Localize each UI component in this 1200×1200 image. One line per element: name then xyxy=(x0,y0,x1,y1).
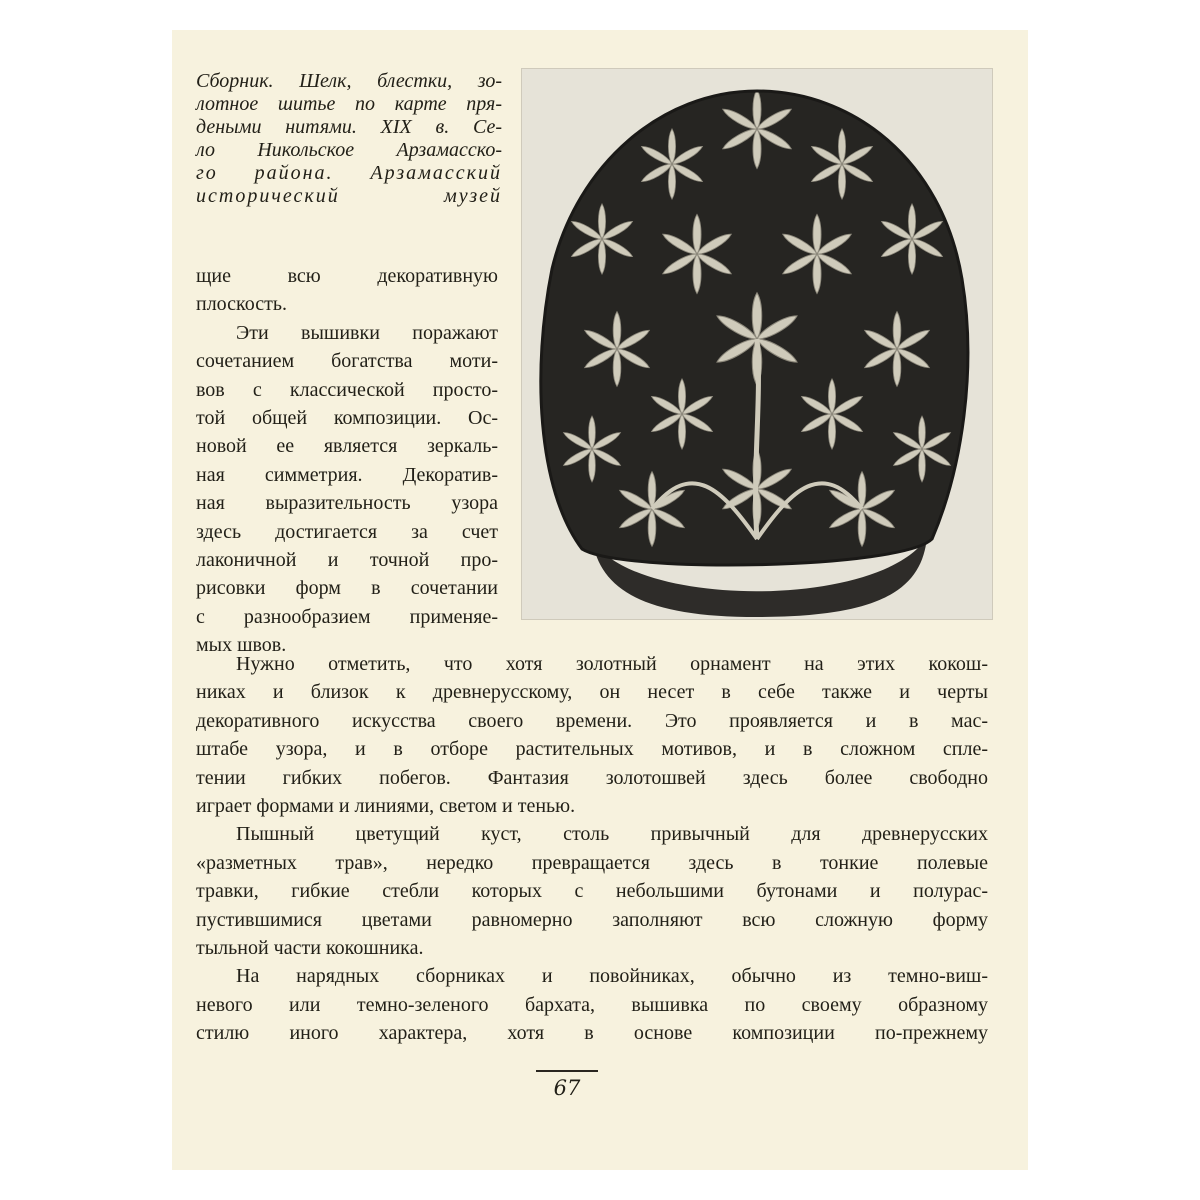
text-line: травки, гибкие стебли которых с небольшими бутонами и полурас- xyxy=(196,880,988,903)
text-line: щие всю декоративную xyxy=(196,265,498,287)
text-line: играет формами и линиями, светом и тенью. xyxy=(196,795,576,818)
caption-line: деными нитями. XIX в. Се- xyxy=(196,116,502,138)
text-line: сочетанием богатства моти- xyxy=(196,350,498,373)
text-line: рисовки форм в сочетании xyxy=(196,577,498,600)
text-line: ная симметрия. Декоратив- xyxy=(196,463,498,486)
text-line: Эти вышивки поражают xyxy=(236,321,498,344)
text-line: штабе узора, и в отборе растительных мотивов, и в сложном спле- xyxy=(196,738,988,761)
page-number-rule xyxy=(536,1070,598,1072)
text-line: лаконичной и точной про- xyxy=(196,549,498,572)
text-line: тыльной части кокошника. xyxy=(196,937,424,960)
text-line: невого или темно-зеленого бархата, вышивка по своему образному xyxy=(196,993,988,1016)
body-text xyxy=(196,650,988,1048)
figure-caption xyxy=(196,70,502,208)
text-line: вов с классической просто- xyxy=(196,378,498,401)
text-line: На нарядных сборниках и повойниках, обычно из темно-виш- xyxy=(236,965,988,988)
book-page xyxy=(172,30,1028,1170)
page-number: 67 xyxy=(553,1076,581,1100)
text-line: с разнообразием применяе- xyxy=(196,605,498,628)
embroidered-headdress-photo xyxy=(521,68,993,620)
text-line: пустившимися цветами равномерно заполняют всю сложную форму xyxy=(196,908,988,931)
caption-line: лотное шитье по карте пря- xyxy=(196,93,502,115)
text-line: декоративного искусства своего времени. Это проявляется и в мас- xyxy=(196,709,988,732)
text-line: тении гибких побегов. Фантазия золотошвей здесь более свободно xyxy=(196,766,988,789)
text-line: здесь достигается за счет xyxy=(196,520,498,543)
text-line: никах и близок к древнерусскому, он несет в себе также и черты xyxy=(196,681,988,704)
text-line: ная выразительность узора xyxy=(196,492,498,515)
text-line: «разметных трав», нередко превращается здесь в тонкие полевые xyxy=(196,851,988,874)
caption-line: ло Никольское Арзамасско- xyxy=(196,139,502,161)
text-line: Нужно отметить, что хотя золотный орнамент на этих кокош- xyxy=(236,653,988,675)
headdress-illustration xyxy=(522,69,992,619)
text-line: стилю иного характера, хотя в основе композиции по-прежнему xyxy=(196,1022,988,1045)
column-text xyxy=(196,262,498,660)
text-line: новой ее является зеркаль- xyxy=(196,435,498,458)
caption-line: Сборник. Шелк, блестки, зо- xyxy=(196,70,502,92)
caption-line: исторический музей xyxy=(196,185,502,207)
text-line: той общей композиции. Ос- xyxy=(196,407,498,430)
text-line: мых швов. xyxy=(196,634,287,657)
text-line: Пышный цветущий куст, столь привычный для древнерусских xyxy=(236,823,988,846)
text-line: плоскость. xyxy=(196,293,287,316)
caption-line: го района. Арзамасский xyxy=(196,162,502,184)
